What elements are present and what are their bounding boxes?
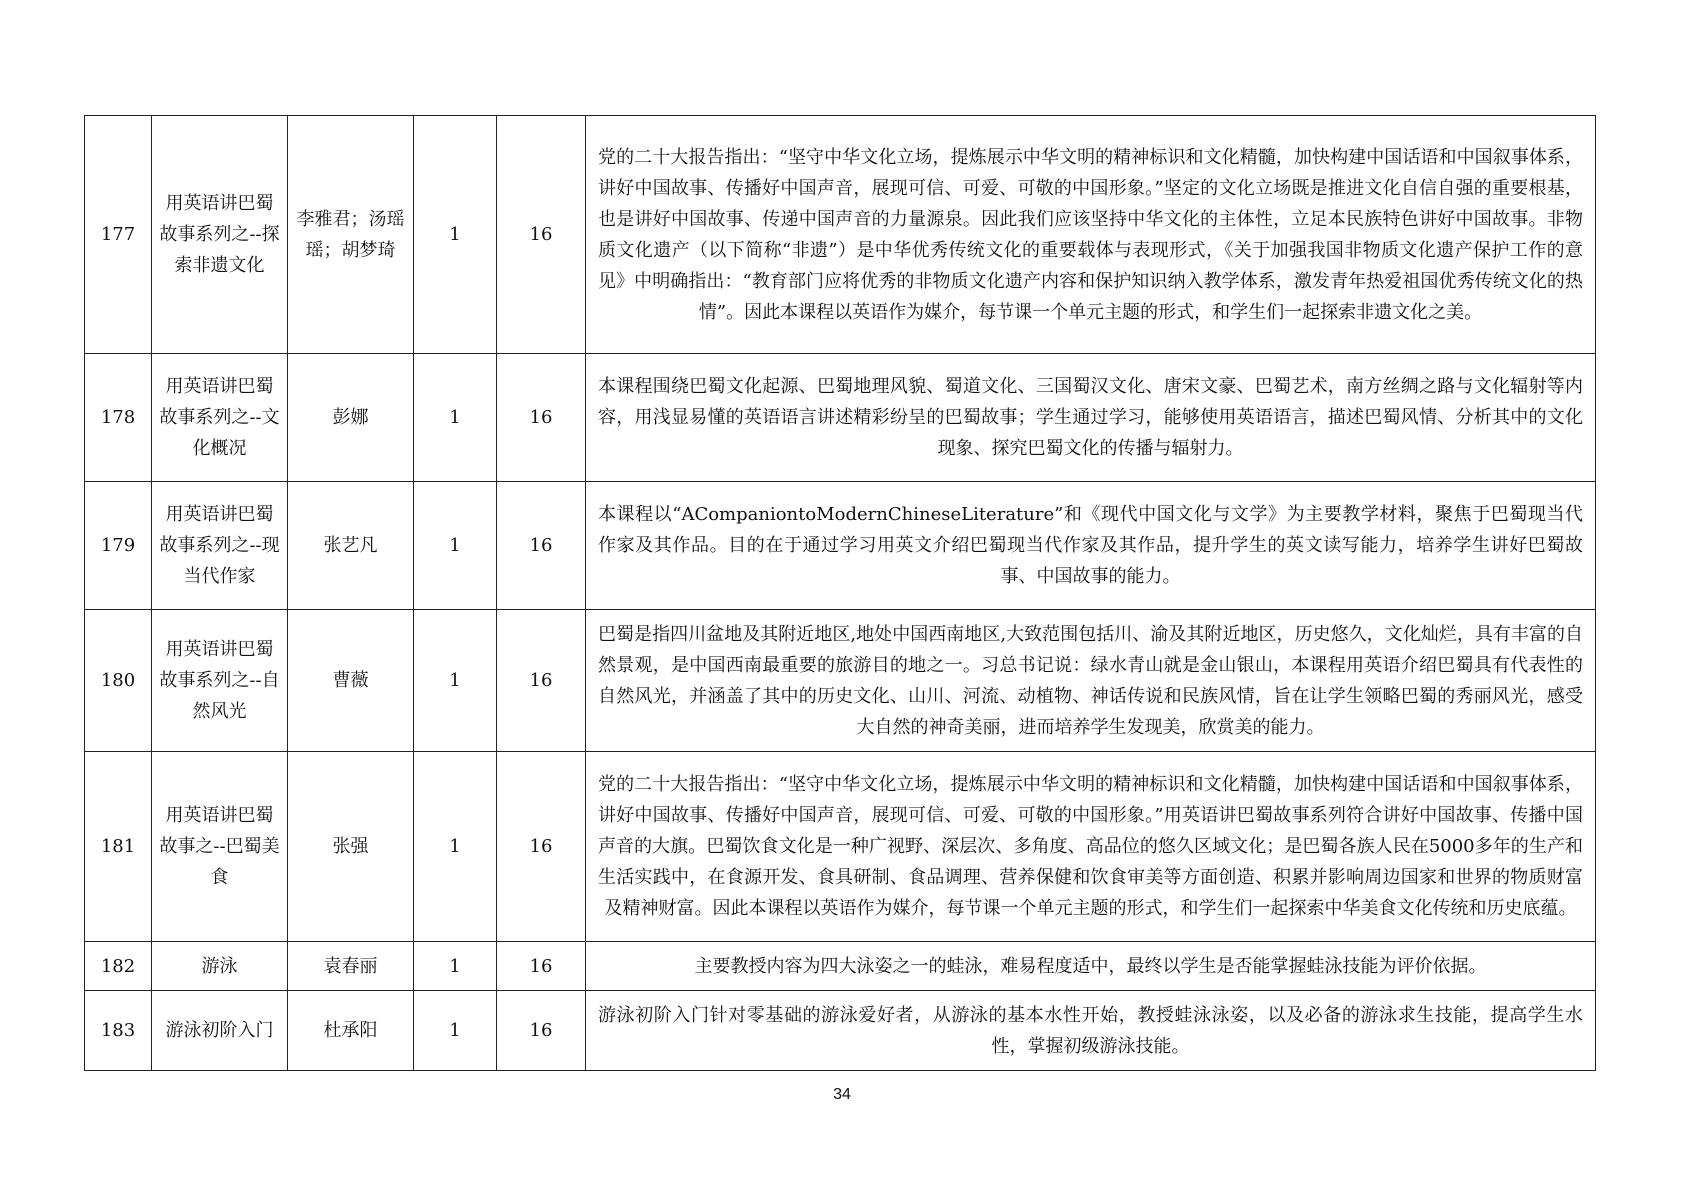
teacher-name: 张艺凡 — [288, 482, 414, 610]
credit-value: 1 — [414, 942, 497, 991]
course-name: 用英语讲巴蜀故事系列之--探索非遗文化 — [152, 116, 288, 354]
course-description: 本课程以“ACompaniontoModernChineseLiterature”和《现代中国文化与文学》为主要教学材料，聚焦于巴蜀现当代作家及其作品。目的在于通过学习用英文介绍巴蜀现当代作家及其作品，提升学生的英文读写能力，培养学生讲好巴蜀故事、中国故事的能力。 — [586, 482, 1596, 610]
hours-value: 16 — [497, 354, 586, 482]
table-row — [85, 610, 1596, 752]
hours-value: 16 — [497, 942, 586, 991]
course-description: 本课程围绕巴蜀文化起源、巴蜀地理风貌、蜀道文化、三国蜀汉文化、唐宋文豪、巴蜀艺术，南方丝绸之路与文化辐射等内容，用浅显易懂的英语语言讲述精彩纷呈的巴蜀故事；学生通过学习，能够使用英语语言，描述巴蜀风情、分析其中的文化现象、探究巴蜀文化的传播与辐射力。 — [586, 354, 1596, 482]
table-row — [85, 942, 1596, 991]
course-number: 177 — [85, 116, 152, 354]
course-description: 巴蜀是指四川盆地及其附近地区,地处中国西南地区,大致范围包括川、渝及其附近地区，历史悠久，文化灿烂，具有丰富的自然景观，是中国西南最重要的旅游目的地之一。习总书记说：绿水青山就是金山银山，本课程用英语介绍巴蜀具有代表性的自然风光，并涵盖了其中的历史文化、山川、河流、动植物、神话传说和民族风情，旨在让学生领略巴蜀的秀丽风光，感受大自然的神奇美丽，进而培养学生发现美，欣赏美的能力。 — [586, 610, 1596, 752]
course-number: 181 — [85, 752, 152, 942]
course-description: 党的二十大报告指出：“坚守中华文化立场，提炼展示中华文明的精神标识和文化精髓，加快构建中国话语和中国叙事体系，讲好中国故事、传播好中国声音，展现可信、可爱、可敬的中国形象。”坚定的文化立场既是推进文化自信自强的重要根基，也是讲好中国故事、传递中国声音的力量源泉。因此我们应该坚持中华文化的主体性，立足本民族特色讲好中国故事。非物质文化遗产（以下简称“非遗”）是中华优秀传统文化的重要载体与表现形式，《关于加强我国非物质文化遗产保护工作的意见》中明确指出：“教育部门应将优秀的非物质文化遗产内容和保护知识纳入教学体系，激发青年热爱祖国优秀传统文化的热情”。因此本课程以英语作为媒介，每节课一个单元主题的形式，和学生们一起探索非遗文化之美。 — [586, 116, 1596, 354]
credit-value: 1 — [414, 354, 497, 482]
course-number: 179 — [85, 482, 152, 610]
course-number: 178 — [85, 354, 152, 482]
course-description: 党的二十大报告指出：“坚守中华文化立场，提炼展示中华文明的精神标识和文化精髓，加快构建中国话语和中国叙事体系，讲好中国故事、传播好中国声音，展现可信、可爱、可敬的中国形象。”用英语讲巴蜀故事系列符合讲好中国故事、传播中国声音的大旗。巴蜀饮食文化是一种广视野、深层次、多角度、高品位的悠久区域文化；是巴蜀各族人民在5000多年的生产和生活实践中，在食源开发、食具研制、食品调理、营养保健和饮食审美等方面创造、积累并影响周边国家和世界的物质财富及精神财富。因此本课程以英语作为媒介，每节课一个单元主题的形式，和学生们一起探索中华美食文化传统和历史底蕴。 — [586, 752, 1596, 942]
page-number: 34 — [833, 1086, 851, 1103]
course-number: 180 — [85, 610, 152, 752]
table-row — [85, 354, 1596, 482]
course-name: 游泳 — [152, 942, 288, 991]
course-name: 用英语讲巴蜀故事系列之--文化概况 — [152, 354, 288, 482]
table-row — [85, 991, 1596, 1071]
course-name: 游泳初阶入门 — [152, 991, 288, 1071]
course-description: 游泳初阶入门针对零基础的游泳爱好者，从游泳的基本水性开始，教授蛙泳泳姿，以及必备的游泳求生技能，提高学生水性，掌握初级游泳技能。 — [586, 991, 1596, 1071]
hours-value: 16 — [497, 752, 586, 942]
hours-value: 16 — [497, 610, 586, 752]
teacher-name: 袁春丽 — [288, 942, 414, 991]
table-row — [85, 116, 1596, 354]
credit-value: 1 — [414, 991, 497, 1071]
credit-value: 1 — [414, 116, 497, 354]
teacher-name: 李雅君；汤瑶瑶；胡梦琦 — [288, 116, 414, 354]
course-number: 183 — [85, 991, 152, 1071]
teacher-name: 杜承阳 — [288, 991, 414, 1071]
teacher-name: 张强 — [288, 752, 414, 942]
table-row — [85, 752, 1596, 942]
credit-value: 1 — [414, 752, 497, 942]
credit-value: 1 — [414, 610, 497, 752]
teacher-name: 曹薇 — [288, 610, 414, 752]
course-number: 182 — [85, 942, 152, 991]
hours-value: 16 — [497, 991, 586, 1071]
course-name: 用英语讲巴蜀故事系列之--自然风光 — [152, 610, 288, 752]
course-name: 用英语讲巴蜀故事系列之--现当代作家 — [152, 482, 288, 610]
course-table — [84, 115, 1596, 1071]
table-row — [85, 482, 1596, 610]
hours-value: 16 — [497, 116, 586, 354]
credit-value: 1 — [414, 482, 497, 610]
hours-value: 16 — [497, 482, 586, 610]
teacher-name: 彭娜 — [288, 354, 414, 482]
course-description: 主要教授内容为四大泳姿之一的蛙泳，难易程度适中，最终以学生是否能掌握蛙泳技能为评价依据。 — [586, 942, 1596, 991]
course-name: 用英语讲巴蜀故事之--巴蜀美食 — [152, 752, 288, 942]
